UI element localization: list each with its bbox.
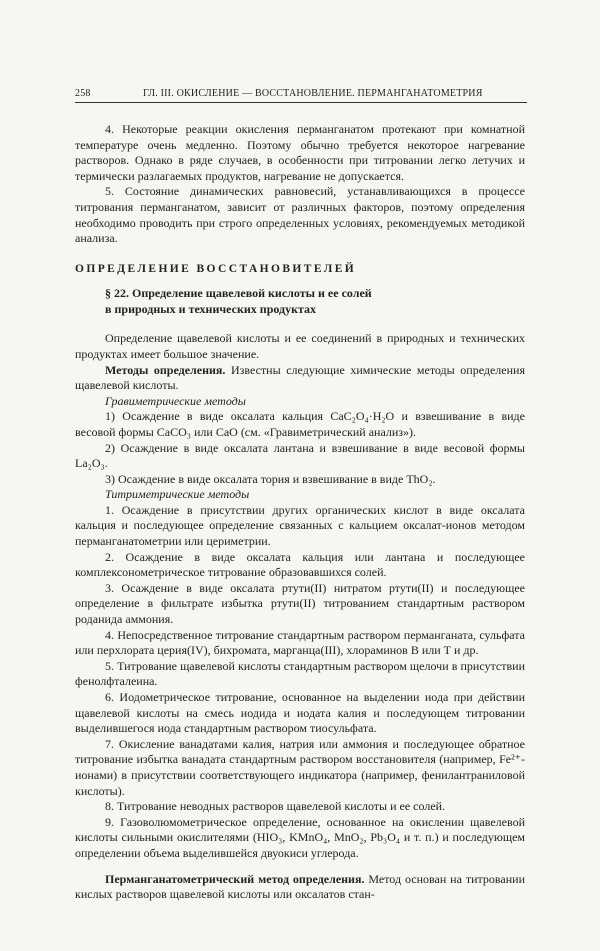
titrimetric-heading: Титриметрические методы [105, 487, 250, 502]
permanganate-text: Метод основан на титровании кислых растворов щавелевой кислоты или оксалатов стан- [75, 871, 525, 902]
gravimetric-item: 1) Осаждение в виде оксалата кальция CaC₂O₄·H₂O и взвешивание в виде весовой формы CaCO₃ или CaO (см. «Гравиметрический анализ»). [75, 409, 525, 439]
intro-paragraph: 4. Некоторые реакции окисления перманганатом протекают при комнатной температуре очень медленно. Поэтому обычно требуется некоторое нагревание растворов. Однако в ряде случаев, в особенности при титровании легко летучих и термически разлагаемых продуктов, нагревание не допускается. [75, 122, 525, 183]
paragraph-heading [75, 285, 525, 317]
titrimetric-item: 9. Газоволюмометрическое определение, основанное на окислении щавелевой кислоты сильными окислителями (HIO₃, KMnO₄, MnO₂, Pb₃O₄ и т. п.) и последующем определении объема выделившейся двуокиси углерода. [75, 814, 525, 860]
titrimetric-item: 4. Непосредственное титрование стандартным раствором перманганата, сульфата или перхлората церия(IV), бихромата, марганца(III), хлораминов В или Т и др. [75, 627, 525, 658]
gravimetric-heading: Гравиметрические методы [105, 393, 246, 408]
page-header [75, 88, 527, 103]
permanganate-paragraph [75, 872, 525, 903]
titrimetric-item: 3. Осаждение в виде оксалата ртути(II) нитратом ртути(II) и последующее определение в фильтрате избытка ртути(II) титрованием стандартным раствором роданида аммония. [75, 580, 525, 627]
gravimetric-item: 3) Осаждение в виде оксалата тория и взвешивание в виде ThO₂. [105, 471, 436, 486]
intro-paragraph: 5. Состояние динамических равновесий, устанавливающихся в процессе титрования перманганатом, зависит от различных факторов, поэтому определения необходимо проводить при строго определенных условиях, рекомендуемых методикой анализа. [75, 184, 525, 246]
titrimetric-item: 8. Титрование неводных растворов щавелевой кислоты и ее солей. [105, 799, 446, 814]
titrimetric-item: 6. Иодометрическое титрование, основанное на выделении иода при действии щавелевой кислоты на смесь иодида и иодата калия и последующем титровании выделившегося иода стандартным раствором тиосульфата. [75, 690, 525, 736]
titrimetric-item: 2. Осаждение в виде оксалата кальция или лантана и последующее комплексонометрическое титрование образовавшихся солей. [75, 549, 525, 580]
paragraph-heading-line-1: § 22. Определение щавелевой кислоты и ее солей [105, 286, 372, 301]
section-title: ОПРЕДЕЛЕНИЕ ВОССТАНОВИТЕЛЕЙ [75, 262, 357, 275]
running-title: ГЛ. III. ОКИСЛЕНИЕ — ВОССТАНОВЛЕНИЕ. ПЕРМАНГАНАТОМЕТРИЯ [143, 88, 483, 99]
methods-text: Известны следующие химические методы определения щавелевой кислоты. [75, 362, 525, 393]
opening-paragraph: Определение щавелевой кислоты и ее соединений в природных и технических продуктах имеет большое значение. [75, 331, 525, 361]
methods-label: Методы определения. [105, 362, 226, 377]
page-body [75, 122, 525, 903]
titrimetric-item: 7. Окисление ванадатами калия, натрия или аммония и последующее обратное титрование избытка ванадата стандартным раствором восстановителя (например, Fe²⁺-ионами) в присутствии соответствующего индикатора (например, фенилантраниловой кислоты). [75, 736, 525, 798]
methods-paragraph [75, 363, 525, 394]
titrimetric-item: 1. Осаждение в присутствии других органических кислот в виде оксалата кальция и последующее определение связанных с кальцием оксалат-ионов методом перманганатометрии или цериметрии. [75, 502, 525, 549]
gravimetric-item: 2) Осаждение в виде оксалата лантана и взвешивание в виде весовой формы La₂O₃. [75, 440, 525, 471]
permanganate-label: Перманганатометрический метод определения. [105, 871, 365, 886]
page-number: 258 [75, 88, 91, 99]
paragraph-heading-line-2: в природных и технических продуктах [105, 302, 317, 317]
titrimetric-item: 5. Титрование щавелевой кислоты стандартным раствором щелочи в присутствии фенолфталеина. [75, 658, 525, 689]
